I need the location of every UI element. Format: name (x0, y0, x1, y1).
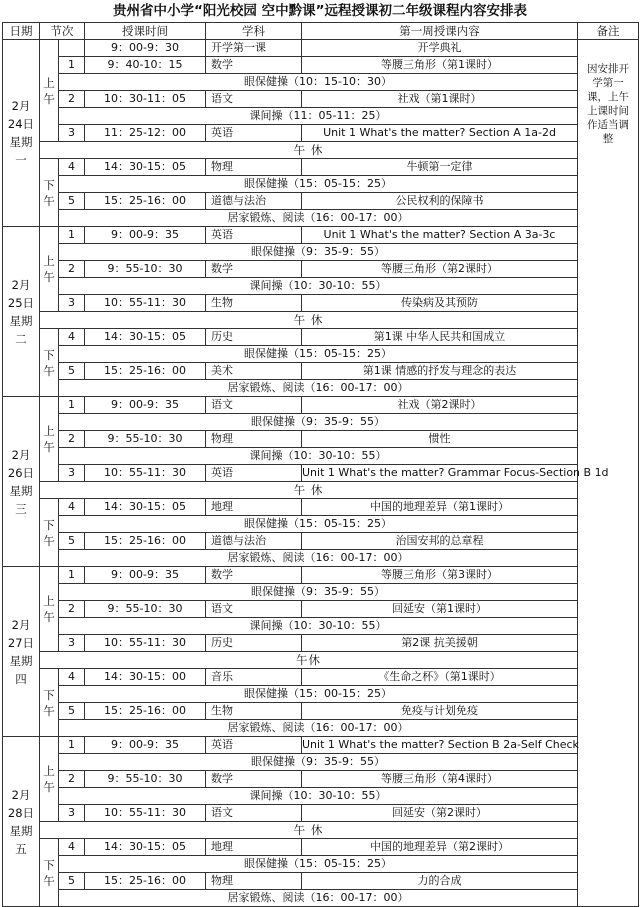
class-subject: 物理 (206, 431, 302, 448)
break-activity: 居家锻炼、阅读（16：00-17：00） (59, 210, 578, 227)
section-number: 4 (59, 159, 85, 176)
header-content: 第一周授课内容 (302, 23, 578, 40)
break-row (3, 686, 639, 703)
class-content: 免疫与计划免疫 (302, 703, 578, 720)
class-subject: 开学第一课 (206, 40, 302, 57)
period-am-cell: 上午 (40, 227, 59, 312)
break-row (3, 414, 639, 431)
class-time: 15：25-16：00 (85, 363, 206, 380)
class-content: 回延安（第2课时） (302, 805, 578, 822)
class-time: 15：25-16：00 (85, 193, 206, 210)
class-row (3, 737, 639, 754)
class-row (3, 635, 639, 652)
class-row (3, 465, 639, 482)
break-activity: 居家锻炼、阅读（16：00-17：00） (59, 890, 578, 907)
break-activity: 眼保健操（9：35-9：55） (59, 244, 578, 261)
class-row (3, 873, 639, 890)
break-row (3, 346, 639, 363)
class-content: 治国安邦的总章程 (302, 533, 578, 550)
class-subject: 生物 (206, 295, 302, 312)
date-cell: 2月25日星期二 (3, 227, 40, 397)
class-time: 9：00-9：35 (85, 737, 206, 754)
class-content: 传染病及其预防 (302, 295, 578, 312)
period-am-cell: 上午 (40, 567, 59, 652)
lunch-break: 午 休 (40, 142, 578, 159)
class-content: 惯性 (302, 431, 578, 448)
class-subject: 美术 (206, 363, 302, 380)
lunch-row (3, 142, 639, 159)
class-row (3, 227, 639, 244)
class-time: 10：55-11：30 (85, 635, 206, 652)
class-content: 第1课 情感的抒发与理念的表达 (302, 363, 578, 380)
class-row (3, 601, 639, 618)
break-row (3, 720, 639, 737)
section-number: 5 (59, 363, 85, 380)
break-activity: 课间操（10：30-10：55） (59, 278, 578, 295)
break-row (3, 244, 639, 261)
class-subject: 数学 (206, 567, 302, 584)
break-activity: 眼保健操（9：35-9：55） (59, 584, 578, 601)
break-row (3, 380, 639, 397)
class-subject: 音乐 (206, 669, 302, 686)
class-time: 9：40-10：15 (85, 57, 206, 74)
class-row (3, 499, 639, 516)
lunch-break: 午 休 (40, 482, 578, 499)
page-title: 贵州省中小学“阳光校园 空中黔课”远程授课初二年级课程内容安排表 (113, 3, 527, 19)
break-row (3, 74, 639, 91)
section-number: 4 (59, 839, 85, 856)
class-subject: 语文 (206, 805, 302, 822)
class-subject: 地理 (206, 499, 302, 516)
class-time: 10：55-11：30 (85, 465, 206, 482)
class-time: 9：00-9：30 (85, 40, 206, 57)
break-row (3, 618, 639, 635)
break-row (3, 278, 639, 295)
lunch-row (3, 822, 639, 839)
break-row (3, 754, 639, 771)
section-number: 4 (59, 499, 85, 516)
break-activity: 眼保健操（15：05-15：25） (59, 856, 578, 873)
period-pm-cell: 下午 (40, 669, 59, 737)
section-number: 2 (59, 771, 85, 788)
break-activity: 眼保健操（9：35-9：55） (59, 414, 578, 431)
class-time: 9：00-9：35 (85, 397, 206, 414)
break-activity: 课间操（11：05-11：25） (59, 108, 578, 125)
date-cell: 2月28日星期五 (3, 737, 40, 907)
break-row (3, 448, 639, 465)
break-row (3, 176, 639, 193)
date-cell: 2月24日星期一 (3, 40, 40, 227)
header-subject: 学科 (206, 23, 302, 40)
class-time: 15：25-16：00 (85, 703, 206, 720)
section-number: 2 (59, 261, 85, 278)
break-activity: 课间操（10：30-10：55） (59, 618, 578, 635)
period-am-cell: 上午 (40, 737, 59, 822)
section-number: 5 (59, 533, 85, 550)
class-row (3, 125, 639, 142)
schedule-body (3, 23, 639, 907)
class-subject: 道德与法治 (206, 533, 302, 550)
section-number: 3 (59, 125, 85, 142)
period-am-cell: 上午 (40, 40, 59, 142)
class-subject: 生物 (206, 703, 302, 720)
header-row (3, 23, 639, 40)
break-activity: 课间操（10：30-10：55） (59, 788, 578, 805)
section-number: 1 (59, 227, 85, 244)
class-row (3, 363, 639, 380)
class-content: 等腰三角形（第4课时） (302, 771, 578, 788)
section-number: 3 (59, 465, 85, 482)
section-number: 1 (59, 567, 85, 584)
class-row (3, 533, 639, 550)
class-subject: 英语 (206, 465, 302, 482)
break-activity: 眼保健操（15：05-15：25） (59, 346, 578, 363)
class-subject: 数学 (206, 57, 302, 74)
section-number (59, 40, 85, 57)
class-time: 15：25-16：00 (85, 533, 206, 550)
class-time: 9：55-10：30 (85, 431, 206, 448)
class-time: 15：25-16：00 (85, 873, 206, 890)
section-number: 2 (59, 431, 85, 448)
period-am-cell: 上午 (40, 397, 59, 482)
class-row (3, 295, 639, 312)
header-section: 节次 (40, 23, 85, 40)
section-number: 5 (59, 703, 85, 720)
class-time: 9：00-9：35 (85, 227, 206, 244)
class-time: 14：30-15：05 (85, 499, 206, 516)
break-row (3, 108, 639, 125)
class-content: Unit 1 What's the matter? Section A 1a-2d (302, 125, 578, 142)
section-number: 3 (59, 635, 85, 652)
date-cell: 2月27日星期四 (3, 567, 40, 737)
break-row (3, 890, 639, 907)
class-row (3, 839, 639, 856)
break-activity: 眼保健操（15：05-15：25） (59, 176, 578, 193)
class-time: 9：55-10：30 (85, 601, 206, 618)
break-activity: 眼保健操（15：00-15：25） (59, 686, 578, 703)
class-content: 社戏（第1课时） (302, 91, 578, 108)
class-content: 牛顿第一定律 (302, 159, 578, 176)
class-content: 回延安（第1课时） (302, 601, 578, 618)
class-subject: 英语 (206, 125, 302, 142)
class-subject: 物理 (206, 873, 302, 890)
break-activity: 眼保健操（10：15-10：30） (59, 74, 578, 91)
class-subject: 英语 (206, 737, 302, 754)
break-row (3, 210, 639, 227)
class-content: 第1课 中华人民共和国成立 (302, 329, 578, 346)
lunch-break: 午 休 (40, 822, 578, 839)
section-number: 4 (59, 669, 85, 686)
break-activity: 居家锻炼、阅读（16：00-17：00） (59, 550, 578, 567)
class-row (3, 397, 639, 414)
lunch-break: 午 休 (40, 312, 578, 329)
class-row (3, 57, 639, 74)
class-subject: 地理 (206, 839, 302, 856)
class-time: 9：55-10：30 (85, 771, 206, 788)
class-content: Unit 1 What's the matter? Section A 3a-3c (302, 227, 578, 244)
section-number: 5 (59, 193, 85, 210)
class-subject: 历史 (206, 329, 302, 346)
section-number: 3 (59, 805, 85, 822)
class-row (3, 91, 639, 108)
class-time: 14：30-15：05 (85, 839, 206, 856)
class-subject: 英语 (206, 227, 302, 244)
class-content: 等腰三角形（第3课时） (302, 567, 578, 584)
schedule-table (2, 22, 639, 907)
class-row (3, 669, 639, 686)
class-subject: 语文 (206, 397, 302, 414)
period-pm-cell: 下午 (40, 499, 59, 567)
break-activity: 居家锻炼、阅读（16：00-17：00） (59, 720, 578, 737)
class-time: 10：55-11：30 (85, 295, 206, 312)
class-content: 中国的地理差异（第1课时） (302, 499, 578, 516)
class-time: 14：30-15：00 (85, 669, 206, 686)
break-row (3, 788, 639, 805)
class-subject: 历史 (206, 635, 302, 652)
class-content: 中国的地理差异（第2课时） (302, 839, 578, 856)
class-row (3, 567, 639, 584)
class-row (3, 805, 639, 822)
class-row (3, 771, 639, 788)
lunch-row (3, 482, 639, 499)
class-subject: 物理 (206, 159, 302, 176)
class-content: 《生命之杯》（第1课时） (302, 669, 578, 686)
class-content: 等腰三角形（第2课时） (302, 261, 578, 278)
class-time: 10：55-11：30 (85, 805, 206, 822)
section-number: 5 (59, 873, 85, 890)
section-number: 1 (59, 737, 85, 754)
class-subject: 数学 (206, 261, 302, 278)
class-content: 公民权利的保障书 (302, 193, 578, 210)
section-number: 3 (59, 295, 85, 312)
break-row (3, 856, 639, 873)
class-row (3, 431, 639, 448)
header-note: 备注 (578, 23, 639, 40)
class-content: 力的合成 (302, 873, 578, 890)
lunch-break: 午休 (40, 652, 578, 669)
period-pm-cell: 下午 (40, 839, 59, 907)
break-activity: 课间操（10：30-10：55） (59, 448, 578, 465)
section-number: 1 (59, 397, 85, 414)
class-subject: 数学 (206, 771, 302, 788)
class-row (3, 329, 639, 346)
header-time: 授课时间 (85, 23, 206, 40)
header-date: 日期 (3, 23, 40, 40)
break-activity: 眼保健操（15：05-15：25） (59, 516, 578, 533)
class-row (3, 159, 639, 176)
class-content: Unit 1 What's the matter? Section B 2a-Self Check (302, 737, 578, 754)
class-content: 第2课 抗美援朝 (302, 635, 578, 652)
class-content: 开学典礼 (302, 40, 578, 57)
class-time: 9：00-9：35 (85, 567, 206, 584)
section-number: 2 (59, 601, 85, 618)
break-activity: 眼保健操（9：35-9：55） (59, 754, 578, 771)
class-subject: 道德与法治 (206, 193, 302, 210)
break-row (3, 516, 639, 533)
date-cell: 2月26日星期三 (3, 397, 40, 567)
class-time: 14：30-15：05 (85, 329, 206, 346)
section-number: 1 (59, 57, 85, 74)
section-number: 4 (59, 329, 85, 346)
class-content: 等腰三角形（第1课时） (302, 57, 578, 74)
break-activity: 居家锻炼、阅读（16：00-17：00） (59, 380, 578, 397)
class-subject: 语文 (206, 601, 302, 618)
class-content: Unit 1 What's the matter? Grammar Focus-Section B 1d (302, 465, 578, 482)
break-row (3, 550, 639, 567)
lunch-row (3, 312, 639, 329)
class-time: 9：55-10：30 (85, 261, 206, 278)
class-time: 10：30-11：05 (85, 91, 206, 108)
section-number: 2 (59, 91, 85, 108)
class-subject: 语文 (206, 91, 302, 108)
period-pm-cell: 下午 (40, 329, 59, 397)
class-row (3, 261, 639, 278)
class-row (3, 40, 639, 57)
class-row (3, 703, 639, 720)
period-pm-cell: 下午 (40, 159, 59, 227)
class-time: 11：25-12：00 (85, 125, 206, 142)
class-content: 社戏（第2课时） (302, 397, 578, 414)
class-time: 14：30-15：05 (85, 159, 206, 176)
class-row (3, 193, 639, 210)
lunch-row (3, 652, 639, 669)
break-row (3, 584, 639, 601)
note-cell: 因安排开学第一课，上午上课时间作适当调整 (578, 40, 639, 907)
